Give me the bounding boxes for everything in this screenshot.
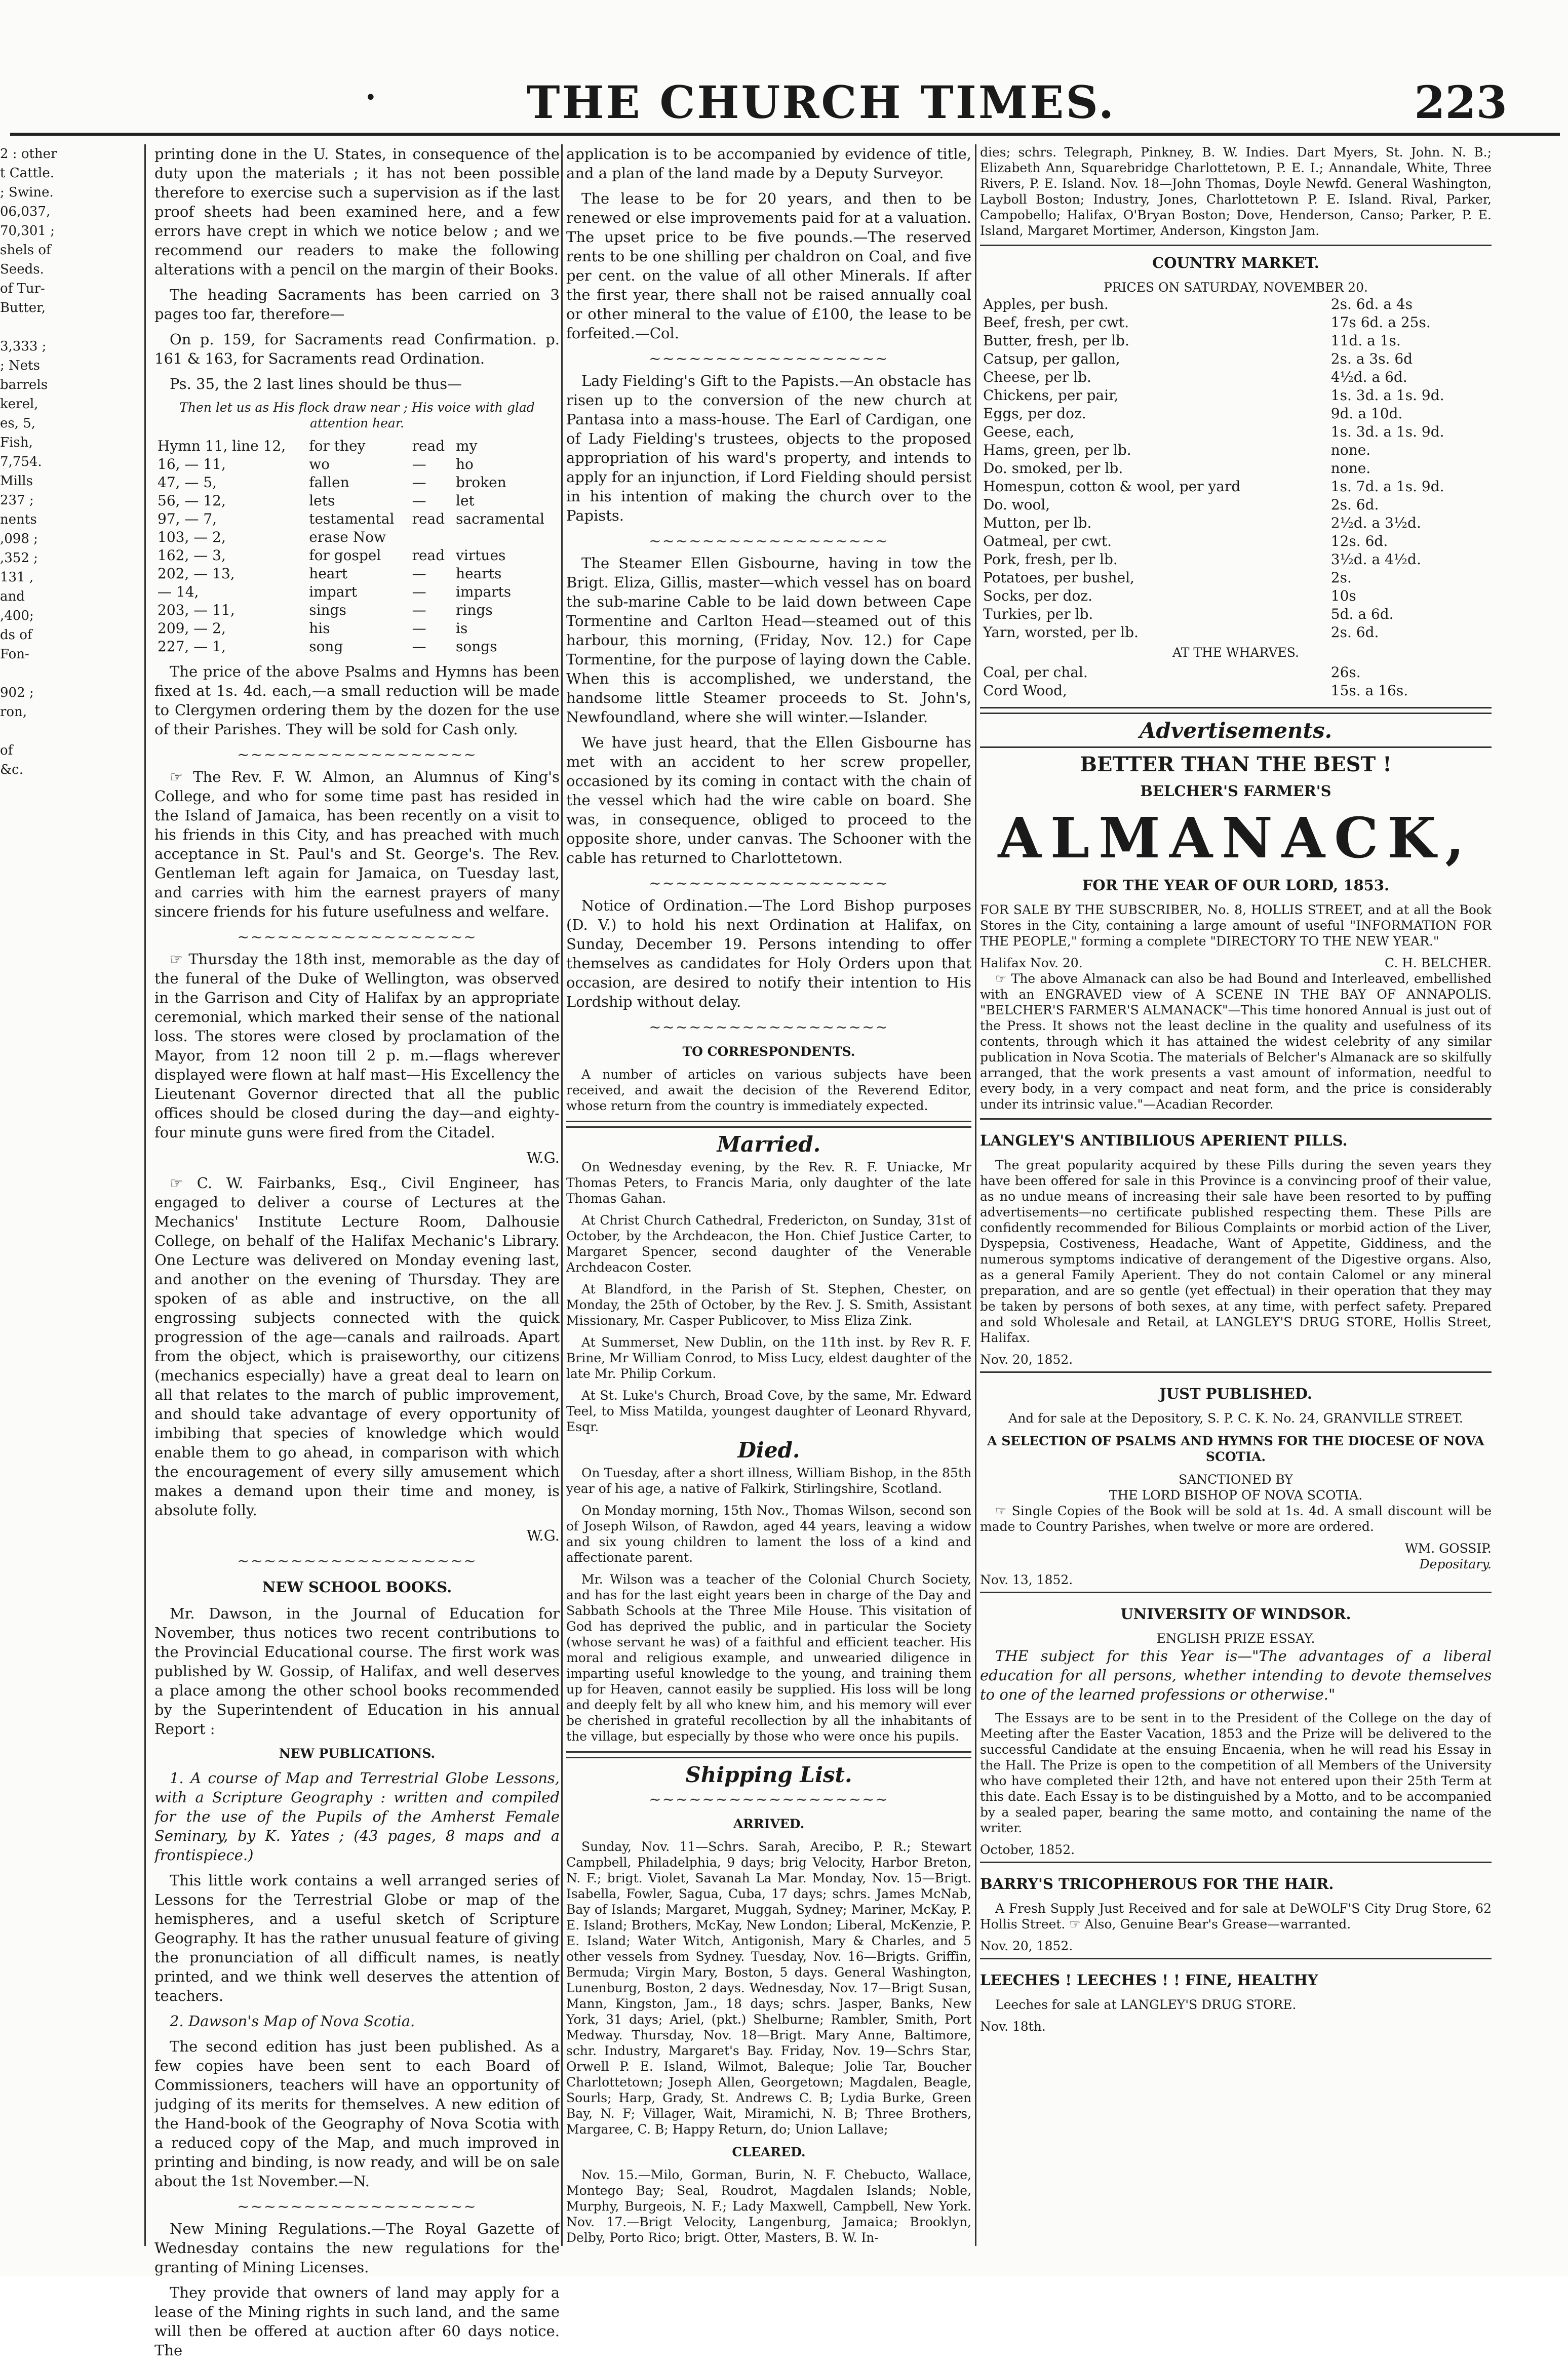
hymn-cell: ho: [456, 456, 474, 472]
rule: [980, 245, 1492, 246]
edge-line: [0, 318, 116, 337]
wellington-notice: ☞ Thursday the 18th inst, memorable as the day of the funeral of the Duke of Wellington, was observed in the Garrison and City of Halifax by an appropriate ceremonial, which marked their sense of the national loss. The stores were closed by proclamation of the Mayor, from 12 noon till 2 p. m.—flags wherever displayed were flown at half mast—His Excellency the Lieutenant Governor directed that all the public offices should be closed during the day—and eighty-four minute guns were fired from the Citadel.: [154, 951, 560, 1141]
price-notice: The price of the above Psalms and Hymns has been fixed at 1s. 4d. each,—a small reduction will be made to Clergymen ordering them by the dozen for the use of their Parishes. They will be sold for Cash only.: [154, 663, 560, 738]
almanack-signature: C. H. BELCHER.: [1385, 956, 1492, 970]
hymn-cell: song: [309, 638, 343, 655]
signature: W.G.: [526, 1527, 560, 1544]
edge-line: barrels: [0, 377, 48, 392]
langley-heading: LANGLEY'S ANTIBILIOUS APERIENT PILLS.: [980, 1132, 1348, 1149]
hymn-cell: testamental: [309, 510, 395, 527]
market-row: [980, 386, 1492, 405]
died-entry: On Tuesday, after a short illness, William Bishop, in the 85th year of his age, a native of Falkirk, Stirlingshire, Scotland.: [566, 1466, 971, 1496]
edge-line: ,098 ;: [0, 531, 38, 546]
university-heading: UNIVERSITY OF WINDSOR.: [1120, 1605, 1351, 1623]
price-cell: 11d. a 1s.: [1330, 332, 1401, 349]
edge-line: &c.: [0, 762, 23, 777]
hymn-cell: 103, — 2,: [158, 529, 226, 545]
gossip-signature: WM. GOSSIP.: [1404, 1541, 1492, 1556]
page-number: 223: [1414, 76, 1507, 129]
item-cell: Cheese, per lb.: [983, 369, 1091, 385]
langley-text: The great popularity acquired by these Pills during the seven years they have been offered for sale in this Province is a convincing proof of their value, as no undue means of increasing their sale have been resorted to by puffing advertisements—no certificate published respecting them. These Pills are confidently recommended for Bilious Complaints or morbid action of the Liver, Dyspepsia, Costiveness, Headache, Want of Appetite, Giddiness, and the numerous symptoms indicative of derangement of the Digestive organs. Also, as a general Family Aperient. They do not contain Calomel or any mineral preparation, and are so gentle (yet effectual) in their operation that they may be taken by persons of both sexes, at any time, with perfect safety. Prepared and sold Wholesale and Retail, at LANGLEY'S DRUG STORE, Hollis Street, Halifax.: [980, 1158, 1492, 1345]
item-cell: Pork, fresh, per lb.: [983, 551, 1118, 568]
item-cell: Coal, per chal.: [983, 664, 1088, 681]
edge-line: ; Swine.: [0, 185, 54, 200]
item-cell: Do. wool,: [983, 496, 1050, 513]
depositary-line: Depositary.: [1419, 1557, 1492, 1571]
hymn-header-cell: my: [456, 438, 478, 454]
barry-date: Nov. 20, 1852.: [980, 1939, 1073, 1953]
hymn-cell: virtues: [456, 547, 506, 564]
item-cell: Chickens, per pair,: [983, 387, 1119, 404]
wharves-table: [980, 663, 1492, 700]
column-3: [980, 144, 1492, 2034]
married-entry: On Wednesday evening, by the Rev. R. F. Uniacke, Mr Thomas Peters, to Francis Maria, only daughter of the late Thomas Gahan.: [566, 1160, 971, 1206]
price-cell: 15s. a 16s.: [1330, 682, 1408, 699]
column-1: [154, 144, 560, 2366]
hymn-cell: let: [456, 492, 475, 509]
married-heading: Married.: [717, 1132, 821, 1157]
psalms-ad: [980, 1371, 1492, 1588]
market-row: [980, 478, 1492, 496]
lease-text-2: The lease to be for 20 years, and then to be renewed or else improvements paid for at a valuation. The upset price to be five pounds.—The reserved rents to be one shilling per chaldron on Coal, and five per cent. on the value of all other Minerals. If after the first year, there shall not be raised annually coal or other mineral to the value of £100, the lease to be forfeited.—Col.: [566, 190, 971, 342]
publication-1-body: This little work contains a well arranged series of Lessons for the Terrestrial Globe or map of the hemispheres, and a useful sketch of Scripture Geography. It has the rather unusual feature of giving the pronunciation of all difficult names, is neatly printed, and we think well deserves the attention of teachers.: [154, 1872, 560, 2004]
hymn-cell: imparts: [456, 583, 512, 600]
hymn-cell: 16, — 11,: [158, 456, 226, 472]
school-books-text: Mr. Dawson, in the Journal of Education for November, thus notices two recent contributions to the Provincial Educational course. The first work was published by W. Gossip, of Halifax, and well deserves a place among the other school books recommended by the Superintendent of Education in his annual Report :: [154, 1605, 560, 1738]
hymn-cell: 203, — 11,: [158, 602, 235, 618]
market-row: [980, 332, 1492, 350]
married-entry: At Christ Church Cathedral, Fredericton, on Sunday, 31st of October, by the Archdeacon, the Hon. Chief Justice Carter, to Margaret Spencer, second daughter of the Venerable Archdeacon Coster.: [566, 1213, 971, 1275]
price-cell: none.: [1330, 460, 1371, 477]
price-cell: 2s. 6d. a 4s: [1330, 296, 1413, 312]
hymn-header-cell: Hymn 11, line 12,: [158, 438, 286, 454]
masthead-dot: •: [365, 86, 377, 109]
market-row: [980, 459, 1492, 478]
edge-line: Butter,: [0, 300, 46, 316]
hymn-row: [154, 528, 560, 546]
hymn-header-cell: for they: [309, 438, 366, 454]
hymn-cell: lets: [309, 492, 335, 509]
hymn-cell: —: [412, 620, 426, 637]
hymn-cell: 47, — 5,: [158, 474, 217, 491]
price-cell: none.: [1330, 442, 1371, 458]
bishop-line: THE LORD BISHOP OF NOVA SCOTIA.: [1109, 1488, 1363, 1503]
edge-line: 70,301 ;: [0, 223, 55, 239]
hymn-cell: —: [412, 456, 426, 472]
edge-line: shels of: [0, 243, 51, 258]
hymn-cell: broken: [456, 474, 506, 491]
belcher-farmers: BELCHER'S FARMER'S: [1140, 782, 1331, 800]
school-books-heading: NEW SCHOOL BOOKS.: [262, 1579, 452, 1596]
hymn-cell: 209, — 2,: [158, 620, 226, 637]
leeches-text: Leeches for sale at LANGLEY'S DRUG STORE.: [995, 1997, 1297, 2012]
hymn-row: [154, 546, 560, 565]
hymn-cell: his: [309, 620, 330, 637]
item-cell: Mutton, per lb.: [983, 515, 1092, 531]
almanack-note: ☞ The above Almanack can also be had Bound and Interleaved, embellished with an ENGRAVED view of A SCENE IN THE BAY OF ANNAPOLIS. "BELCHER'S FARMER'S ALMANACK"—This time honored Annual is just out of the Press. It shows not the least decline in the quality and usefulness of its contents, through which it has attained the widest celebrity of any similar publication in Nova Scotia. The materials of Belcher's Almanack are so skilfully arranged, that the work presents a vast amount of information, needful to every body, in a very compact and neat form, and the price is considerably under its intrinsic value."—Acadian Recorder.: [980, 971, 1492, 1112]
shipping-heading: Shipping List.: [685, 1762, 852, 1787]
hymn-cell: rings: [456, 602, 493, 618]
hymn-row: [154, 583, 560, 601]
hymn-cell: [409, 528, 453, 546]
item-cell: Eggs, per doz.: [983, 405, 1086, 422]
psalms-title: A SELECTION OF PSALMS AND HYMNS FOR THE DIOCESE OF NOVA SCOTIA.: [987, 1434, 1484, 1464]
hymn-cell: fallen: [309, 474, 349, 491]
item-cell: Hams, green, per lb.: [983, 442, 1131, 458]
almanack-year: FOR THE YEAR OF OUR LORD, 1853.: [1082, 877, 1390, 894]
university-sub: ENGLISH PRIZE ESSAY.: [1156, 1631, 1315, 1646]
hymn-cell: wo: [309, 456, 330, 472]
item-cell: Catsup, per gallon,: [983, 350, 1120, 367]
fielding-notice: Lady Fielding's Gift to the Papists.—An obstacle has risen up to the conversion of the new church at Pantasa into a mass-house. The Earl of Cardigan, one of Lady Fielding's trustees, objects to the proposed appropriation of his ward's property, and intends to apply for an injunction, if Lord Fielding should persist in his intention of making the church over to the Papists.: [566, 372, 971, 524]
column-rule: [144, 144, 146, 2246]
price-cell: 2s. 6d.: [1330, 624, 1379, 641]
psalms-note: ☞ Single Copies of the Book will be sold at 1s. 4d. A small discount will be made to Country Parishes, when twelve or more are ordered.: [980, 1504, 1492, 1534]
item-cell: Do. smoked, per lb.: [983, 460, 1123, 477]
section-divider: ~~~~~~~~~~~~~~~~~~: [649, 1791, 889, 1808]
university-date: October, 1852.: [980, 1842, 1075, 1857]
edge-line: nents: [0, 512, 37, 527]
market-row: [980, 313, 1492, 332]
correspondents-heading: TO CORRESPONDENTS.: [682, 1044, 855, 1059]
hymn-cell: 202, — 13,: [158, 565, 235, 582]
sanctioned-by: SANCTIONED BY: [1179, 1472, 1293, 1487]
hymn-cell: 162, — 3,: [158, 547, 226, 564]
market-table: [980, 295, 1492, 642]
lease-text: application is to be accompanied by evidence of title, and a plan of the land made by a Deputy Surveyor.: [566, 145, 971, 182]
ordination-notice: Notice of Ordination.—The Lord Bishop purposes (D. V.) to hold his next Ordination at Halifax, on Sunday, December 19. Persons intending to offer themselves as candidates for Holy Orders upon that occasion, are desired to notify their intention to His Lordship without delay.: [566, 897, 971, 1010]
university-subject: THE subject for this Year is—"The advantages of a liberal education for all persons, whether intending to devote themselves to one of the learned professions or otherwise.": [980, 1647, 1492, 1703]
arrived-heading: ARRIVED.: [733, 1817, 805, 1831]
mining-notice: New Mining Regulations.—The Royal Gazette of Wednesday contains the new regulations for the granting of Mining Licenses.: [154, 2220, 560, 2276]
langley-ad: [980, 1118, 1492, 1367]
edge-line: Fish,: [0, 435, 33, 450]
hymn-row: [154, 492, 560, 510]
price-cell: 5d. a 6d.: [1330, 606, 1394, 622]
hymn-cell: —: [412, 492, 426, 509]
hymn-cell: —: [412, 602, 426, 618]
market-row: [980, 405, 1492, 423]
hymn-cell: — 14,: [158, 583, 199, 600]
errata-ps-lines: Then let us as His flock draw near ; His voice with glad attention hear.: [179, 400, 535, 430]
hymn-cell: read: [412, 510, 445, 527]
edge-line: 3,333 ;: [0, 339, 47, 354]
edge-line: Mills: [0, 474, 33, 489]
almanack-text: FOR SALE BY THE SUBSCRIBER, No. 8, HOLLIS STREET, and at all the Book Stores in the City, containing a large amount of useful "INFORMATION FOR THE PEOPLE," forming a complete "DIRECTORY TO THE NEW YEAR.": [980, 902, 1492, 949]
errata-sacraments: The heading Sacraments has been carried on 3 pages too far, therefore—: [154, 286, 560, 323]
almanack-title: ALMANACK,: [998, 805, 1474, 871]
correspondents-text: A number of articles on various subjects have been received, and await the decision of the Reverend Editor, whose return from the country is immediately expected.: [566, 1067, 971, 1113]
hymn-cell: is: [456, 620, 468, 637]
advertisements-heading: Advertisements.: [1139, 718, 1332, 743]
section-divider: ~~~~~~~~~~~~~~~~~~: [649, 532, 889, 549]
arrived-list: Sunday, Nov. 11—Schrs. Sarah, Arecibo, P. R.; Stewart Campbell, Philadelphia, 9 days; brig Velocity, Harbor Breton, N. F.; brigt. Violet, Savanah La Mar. Monday, Nov. 15—Brigt. Isabella, Fowler, Sagua, Cuba, 17 days; schrs. James McNab, Bay of Islands; Margaret, Muggah, Sydney; Mariner, McKay, P. E. Island; Brothers, McKay, New London; Liberal, McKenzie, P. E. Island; Water Witch, Antigonish, Mary & Charles, and 5 other vessels from Sydney. Tuesday, Nov. 16—Brigts. Griffin, Bermuda; Virgin Mary, Boston, 5 days. General Washington, Lunenburg, Boston, 2 days. Wednesday, Nov. 17—Brigt Susan, Mann, Kingston, Jam., 18 days; schrs. Jasper, Banks, New York, 31 days; Ariel, (pkt.) Shelburne; Rambler, Smith, Port Medway. Thursday, Nov. 18—Brigt. Mary Anne, Baltimore, schr. Industry, Margaret's Bay. Friday, Nov. 19—Schrs Star, Orwell P. E. Island, Wilmot, Baleque; Jolie Tar, Boucher Charlottetown; Joseph Allen, Georgetown; Magdalen, Beagle, Sourls; Harp, Grady, St. Andrews C. B; Lydia Burke, Green Bay, N. F; Villager, Wait, Miramichi, N. B; Three Brothers, Margaree, C. B; Happy Return, do; Union Lallave;: [566, 1839, 971, 2137]
price-cell: 10s: [1330, 587, 1356, 604]
publication-2-body: The second edition has just been published. As a few copies have been sent to each Board of Commissioners, teachers will have an opportunity of judging of its merits for themselves. A new edition of the Hand-book of the Geography of Nova Scotia with a reduced copy of the Map, and much improved in printing and binding, is now ready, and will be on sale about the 1st November.—N.: [154, 2038, 560, 2190]
hymn-cell: sacramental: [456, 510, 544, 527]
mining-notice-2: They provide that owners of land may apply for a lease of the Mining rights in such land, and the same will then be offered at auction after 60 days notice. The: [154, 2284, 560, 2359]
barry-heading: BARRY'S TRICOPHEROUS FOR THE HAIR.: [980, 1875, 1334, 1892]
price-cell: 4½d. a 6d.: [1330, 369, 1407, 385]
price-cell: 1s. 7d. a 1s. 9d.: [1330, 478, 1444, 495]
rule: [980, 746, 1492, 748]
hymn-row: [154, 474, 560, 492]
edge-line: ,400;: [0, 608, 34, 623]
barry-ad: [980, 1862, 1492, 1954]
price-cell: 2s. 6d.: [1330, 496, 1379, 513]
section-divider: ~~~~~~~~~~~~~~~~~~: [237, 1552, 477, 1569]
psalms-date: Nov. 13, 1852.: [980, 1572, 1073, 1587]
married-entry: At Blandford, in the Parish of St. Stephen, Chester, on Monday, the 25th of October, by the Rev. J. S. Smith, Assistant Missionary, Mr. Casper Publicover, to Miss Eliza Zink.: [566, 1282, 971, 1328]
edge-line: es, 5,: [0, 416, 36, 431]
section-divider: ~~~~~~~~~~~~~~~~~~: [237, 746, 477, 763]
price-cell: 17s 6d. a 25s.: [1330, 314, 1431, 331]
market-row: [980, 623, 1492, 642]
hymn-cell: read: [412, 547, 445, 564]
married-entry: At Summerset, New Dublin, on the 11th inst. by Rev R. F. Brine, Mr William Conrod, to Miss Lucy, eldest daughter of the late Mr. Philip Corkum.: [566, 1335, 971, 1381]
hymn-cell: impart: [309, 583, 357, 600]
market-row: [980, 295, 1492, 313]
cropped-left-column: [0, 144, 116, 779]
price-cell: 2s. a 3s. 6d: [1330, 350, 1413, 367]
edge-line: kerel,: [0, 397, 38, 412]
edge-line: ; Nets: [0, 358, 40, 373]
header-rule: [10, 133, 1560, 136]
cleared-list: Nov. 15.—Milo, Gorman, Burin, N. F. Chebucto, Wallace, Montego Bay; Seal, Roudrot, Magdalen Islands; Noble, Murphy, Burgeois, N. F.; Lady Maxwell, Campbell, New York. Nov. 17.—Brigt Velocity, Langenburg, Jamaica; Brooklyn, Delby, Porto Rico; brigt. Otter, Masters, B. W. In-: [566, 2167, 971, 2245]
edge-line: 7,754.: [0, 454, 42, 469]
double-rule: [566, 1121, 971, 1128]
hymn-cell: —: [412, 474, 426, 491]
price-cell: 3½d. a 4½d.: [1330, 551, 1421, 568]
market-heading: COUNTRY MARKET.: [1152, 254, 1319, 271]
married-entry: At St. Luke's Church, Broad Cove, by the same, Mr. Edward Teel, to Miss Matilda, youngest daughter of Leonard Rhyvard, Esqr.: [566, 1388, 971, 1434]
leeches-ad: [980, 1958, 1492, 2034]
edge-line: [0, 664, 116, 683]
market-row: [980, 368, 1492, 386]
item-cell: Butter, fresh, per lb.: [983, 332, 1129, 349]
hymn-row: [154, 565, 560, 583]
item-cell: Apples, per bush.: [983, 296, 1109, 312]
edge-line: Fon-: [0, 647, 29, 662]
market-row: [980, 587, 1492, 605]
newspaper-title: THE CHURCH TIMES.: [527, 76, 1116, 129]
university-ad: [980, 1592, 1492, 1858]
market-row: [980, 569, 1492, 587]
section-divider: ~~~~~~~~~~~~~~~~~~: [237, 928, 477, 945]
leeches-date: Nov. 18th.: [980, 2019, 1046, 2034]
hymn-cell: songs: [456, 638, 497, 655]
edge-line: Seeds.: [0, 262, 44, 277]
hymn-row: [154, 619, 560, 638]
hymn-cell: heart: [309, 565, 348, 582]
section-divider: ~~~~~~~~~~~~~~~~~~: [237, 2198, 477, 2215]
market-row: [980, 441, 1492, 459]
column-2: [566, 144, 971, 2252]
publications-heading: NEW PUBLICATIONS.: [279, 1746, 436, 1761]
masthead: [0, 76, 1568, 132]
double-rule: [980, 707, 1492, 714]
hymn-cell: —: [412, 583, 426, 600]
cleared-heading: CLEARED.: [732, 2145, 806, 2159]
publication-2: 2. Dawson's Map of Nova Scotia.: [170, 2013, 415, 2030]
almanack-signoff: [980, 955, 1492, 971]
price-cell: 9d. a 10d.: [1330, 405, 1403, 422]
died-entry: Mr. Wilson was a teacher of the Colonial Church Society, and has for the last eight years been in charge of the Day and Sabbath Schools at the Three Mile House. This visitation of God has deprived the public, and in particular the Society (whose servant he was) of a faithful and efficient teacher. His moral and religious example, and unwearied diligence in imparting useful knowledge to the young, and training them up for Heaven, cannot easily be supplied. His loss will be long and deeply felt by all who knew him, and his memory will ever be cherished in grateful recollection by all the inhabitants of the village, but especially by those who were once his pupils.: [566, 1572, 971, 1744]
price-cell: 1s. 3d. a 1s. 9d.: [1330, 387, 1444, 404]
errata-ps: Ps. 35, the 2 last lines should be thus—: [170, 375, 462, 392]
signature: W.G.: [526, 1149, 560, 1166]
item-cell: Cord Wood,: [983, 682, 1067, 699]
market-row: [980, 423, 1492, 441]
died-heading: Died.: [737, 1438, 800, 1463]
better-than-best: BETTER THAN THE BEST !: [1080, 753, 1392, 776]
langley-date: Nov. 20, 1852.: [980, 1352, 1073, 1367]
edge-line: 237 ;: [0, 493, 34, 508]
edge-line: ,352 ;: [0, 550, 38, 566]
double-rule: [566, 1751, 971, 1758]
item-cell: Turkies, per lb.: [983, 606, 1093, 622]
hymn-rows: [154, 455, 560, 656]
item-cell: Socks, per doz.: [983, 587, 1093, 604]
market-row: [980, 550, 1492, 569]
hymn-cell: 56, — 12,: [158, 492, 226, 509]
errata-intro: printing done in the U. States, in consequence of the duty upon the materials ; it has not been possible therefore to exercise such a supervision as if the last proof sheets had been examined here, and a few errors have crept in which we notice below ; and we recommend our readers to make the following alterations with a pencil on the margin of their Books.: [154, 145, 560, 278]
cleared-continued: dies; schrs. Telegraph, Pinkney, B. W. Indies. Dart Myers, St. John. N. B.; Elizabeth Ann, Squarebridge Charlottetown, P. E. I.; Annandale, White, Three Rivers, P. E. Island. Nov. 18—John Thomas, Doyle Newfd. General Washington, Layboll Boston; Industry, Jones, Charlottetown P. E. Island. Rival, Parker, Campobello; Halifax, O'Bryan Boston; Dove, Henderson, Canso; Parker, P. E. Island, Margaret Mortimer, Anderson, Kingston Jam.: [980, 145, 1492, 238]
market-row: [980, 350, 1492, 368]
died-list: [566, 1465, 971, 1744]
item-cell: Oatmeal, per cwt.: [983, 533, 1112, 549]
price-cell: 2s.: [1330, 569, 1352, 586]
item-cell: Yarn, worsted, per lb.: [983, 624, 1139, 641]
wharves-row: [980, 682, 1492, 700]
edge-line: 902 ;: [0, 685, 34, 700]
edge-line: of Tur-: [0, 281, 45, 296]
hymn-errata-table: [154, 437, 560, 656]
market-row: [980, 496, 1492, 514]
fairbanks-notice: ☞ C. W. Fairbanks, Esq., Civil Engineer, has engaged to deliver a course of Lectures at the Mechanics' Institute Lecture Room, Dalhousie College, on behalf of the Halifax Mechanic's Library. One Lecture was delivered on Monday evening last, and another on the evening of Thursday. They are spoken of as able and instructive, on the all engrossing subjects connected with the quick progression of the age—canals and railroads. Apart from the object, which is praiseworthy, our citizens (mechanics especially) have a great deal to learn on all that relates to the march of public improvement, and should take advantage of every opportunity of imbibing that species of knowledge which would enable them to go ahead, in comparison with which the encouragement of every silly amusement which makes a demand upon their time and money, is absolute folly.: [154, 1174, 560, 1519]
market-row: [980, 532, 1492, 550]
hymn-row: [154, 455, 560, 474]
section-divider: ~~~~~~~~~~~~~~~~~~: [649, 1018, 889, 1036]
barry-text: A Fresh Supply Just Received and for sale at DeWOLF'S City Drug Store, 62 Hollis Street. ☞ Also, Genuine Bear's Grease—warranted.: [980, 1901, 1492, 1931]
item-cell: Beef, fresh, per cwt.: [983, 314, 1129, 331]
column-rule: [975, 144, 976, 2246]
hymn-cell: [453, 528, 560, 546]
died-entry: On Monday morning, 15th Nov., Thomas Wilson, second son of Joseph Wilson, of Rawdon, aged 44 years, leaving a widow and six young children to lament the loss of a kind and affectionate parent.: [566, 1503, 971, 1565]
section-divider: ~~~~~~~~~~~~~~~~~~: [649, 350, 889, 367]
hymn-cell: for gospel: [309, 547, 381, 564]
almanack-date: Halifax Nov. 20.: [980, 956, 1083, 970]
item-cell: Potatoes, per bushel,: [983, 569, 1134, 586]
hymn-cell: 97, — 7,: [158, 510, 217, 527]
publication-1: 1. A course of Map and Terrestrial Globe Lessons, with a Scripture Geography : written and compiled for the use of the Pupils of the Amherst Female Seminary, by K. Yates ; (43 pages, 8 maps and a frontispiece.): [154, 1769, 560, 1864]
wharves-row: [980, 663, 1492, 682]
errata-on-p: On p. 159, for Sacraments read Confirmation. p. 161 & 163, for Sacraments read Ordination.: [154, 331, 560, 367]
university-rules: The Essays are to be sent in to the President of the College on the day of Meeting after the Easter Vacation, 1853 and the Prize will be delivered to the successful Candidate at the ensuing Encaenia, when he will read his Essay in the Hall. The Prize is open to the competition of all Members of the University who have completed their 12th, and have not entered upon their 25th Term at this date. Each Essay is to be distinguished by a Motto, and to be accompanied by a sealed paper, bearing the same motto, and containing the name of the writer.: [980, 1711, 1492, 1835]
hymn-row: [154, 638, 560, 656]
hymn-cell: erase Now: [309, 529, 386, 545]
edge-line: ron,: [0, 704, 27, 720]
edge-line: of: [0, 743, 13, 758]
just-published-heading: JUST PUBLISHED.: [1159, 1385, 1312, 1402]
market-row: [980, 514, 1492, 532]
hymn-cell: —: [412, 638, 426, 655]
price-cell: 12s. 6d.: [1330, 533, 1388, 549]
edge-line: t Cattle.: [0, 166, 54, 181]
edge-line: and: [0, 589, 25, 604]
steamer-notice-2: We have just heard, that the Ellen Gisbourne has met with an accident to her screw propeller, occasioned by its coming in contact with the chain of the vessel which had the wire cable on board. She was, in consequence, obliged to proceed to the opposite shore, under canvas. The Schooner with the cable has returned to Charlottetown.: [566, 734, 971, 866]
almon-notice: ☞ The Rev. F. W. Almon, an Alumnus of King's College, and who for some time past has resided in the Island of Jamaica, has been recently on a visit to his friends in this City, and has preached with much acceptance in St. Paul's and St. George's. The Rev. Gentleman left again for Jamaica, on Tuesday last, and carries with him the earnest prayers of many sincere friends for his future usefulness and welfare.: [154, 768, 560, 920]
item-cell: Geese, each,: [983, 423, 1075, 440]
edge-line: ds of: [0, 627, 32, 643]
hymn-cell: —: [412, 565, 426, 582]
price-cell: 26s.: [1330, 664, 1361, 681]
edge-line: 06,037,: [0, 204, 51, 219]
leeches-heading: LEECHES ! LEECHES ! ! FINE, HEALTHY: [980, 1971, 1318, 1989]
hymn-row: [154, 601, 560, 619]
market-row: [980, 605, 1492, 623]
steamer-notice: The Steamer Ellen Gisbourne, having in tow the Brigt. Eliza, Gillis, master—which vessel has on board the sub-marine Cable to be laid down between Cape Tormentine and Carlton Head—steamed out of this harbour, this morning, (Friday, Nov. 12.) for Cape Tormentine, for the purpose of laying down the Cable. When this is accomplished, we understand, the handsome little Steamer proceeds to St. John's, Newfoundland, where she will winter.—Islander.: [566, 555, 971, 726]
just-published-sub: And for sale at the Depository, S. P. C. K. No. 24, GRANVILLE STREET.: [1008, 1411, 1463, 1426]
hymn-row: [154, 510, 560, 528]
hymn-cell: sings: [309, 602, 346, 618]
price-cell: 1s. 3d. a 1s. 9d.: [1330, 423, 1444, 440]
column-rule: [561, 144, 563, 2246]
price-cell: 2½d. a 3½d.: [1330, 515, 1421, 531]
edge-line: 2 : other: [0, 146, 57, 162]
market-subheading: PRICES ON SATURDAY, NOVEMBER 20.: [1104, 280, 1368, 295]
item-cell: Homespun, cotton & wool, per yard: [983, 478, 1241, 495]
section-divider: ~~~~~~~~~~~~~~~~~~: [649, 875, 889, 892]
married-list: [566, 1159, 971, 1435]
hymn-cell: 227, — 1,: [158, 638, 226, 655]
edge-line: [0, 722, 116, 741]
hymn-header-cell: read: [412, 438, 445, 454]
edge-line: 131 ,: [0, 570, 34, 585]
wharves-heading: AT THE WHARVES.: [1172, 645, 1299, 660]
hymn-cell: hearts: [456, 565, 502, 582]
